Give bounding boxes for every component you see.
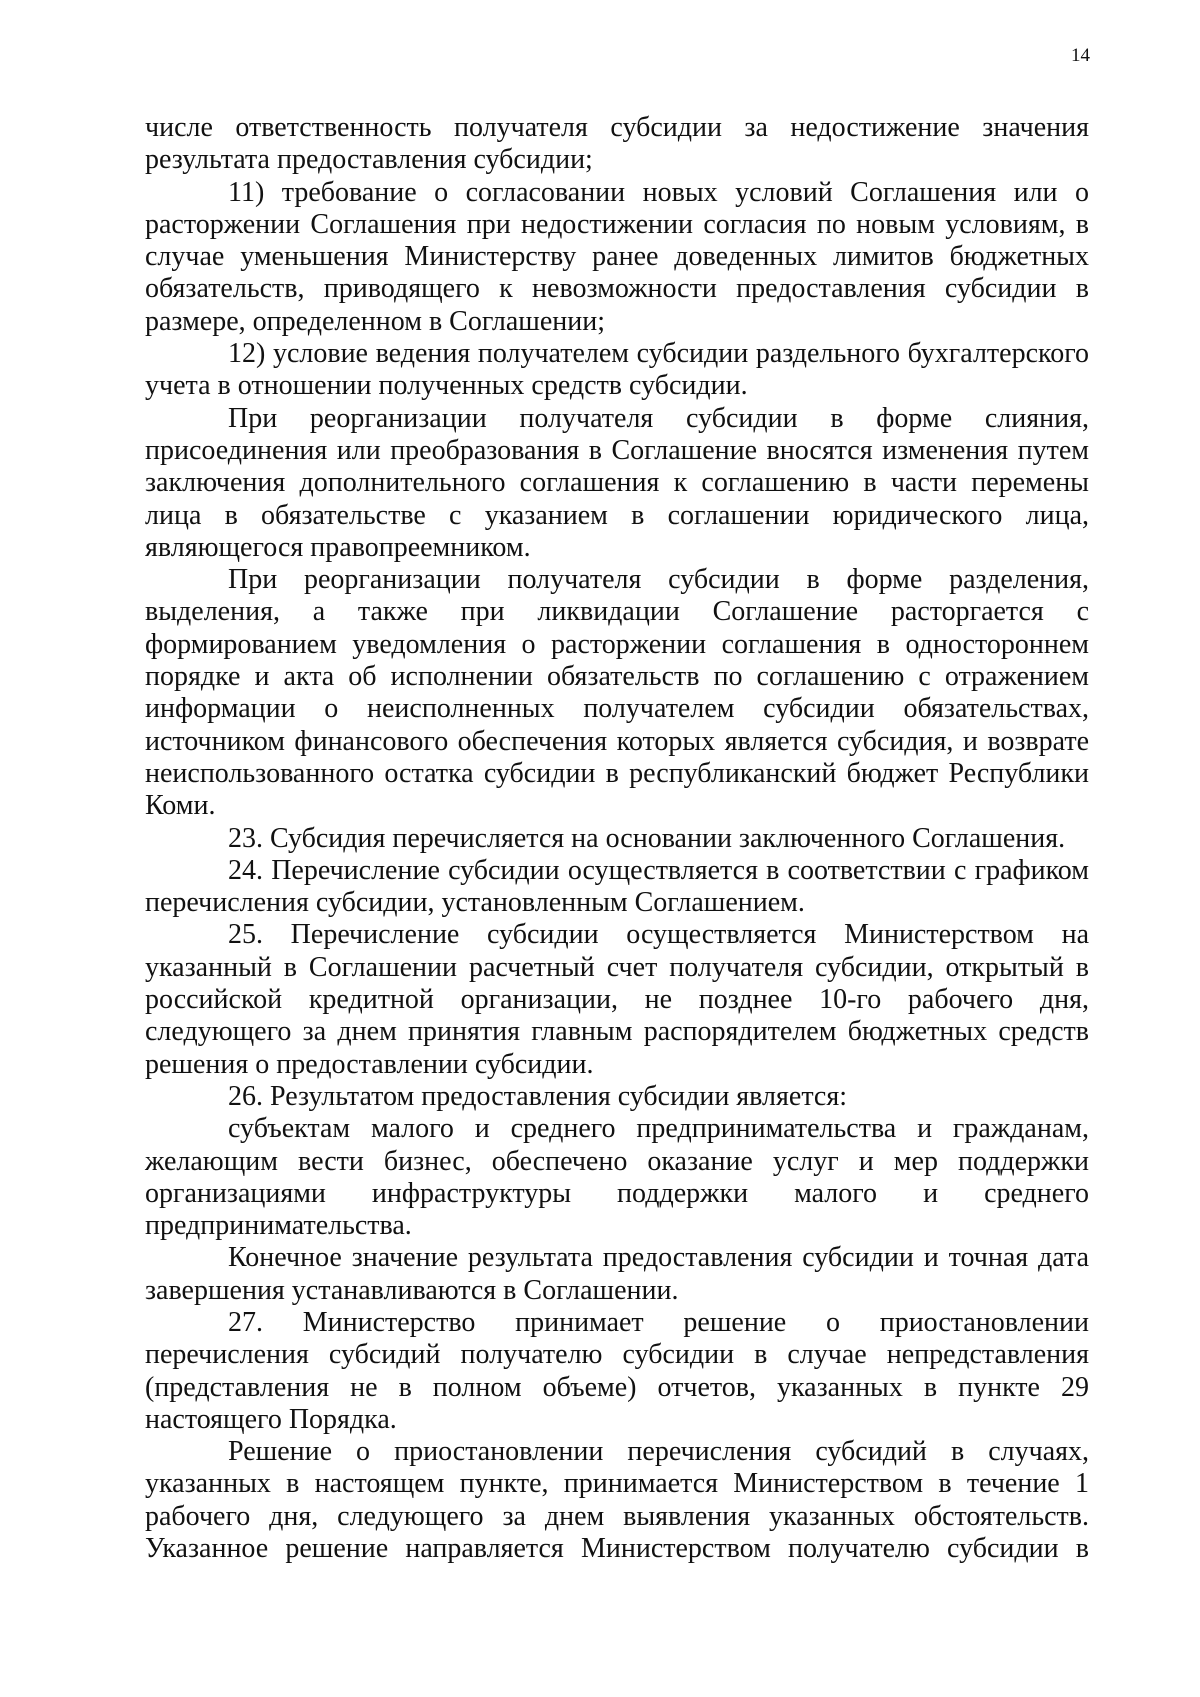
document-body xyxy=(145,112,1089,1565)
paragraph-item-27: 27. Министерство принимает решение о приостановлении перечисления субсидий получателю субсидии в случае непредставления (представления не в полном объеме) отчетов, указанных в пункте 29 настоящего Порядка. xyxy=(145,1306,1089,1435)
paragraph-result-description: субъектам малого и среднего предпринимательства и гражданам, желающим вести бизнес, обеспечено оказание услуг и мер поддержки организациями инфраструктуры поддержки малого и среднего предпринимательства. xyxy=(145,1113,1089,1242)
page-number: 14 xyxy=(1071,45,1090,66)
paragraph-final-value: Конечное значение результата предоставления субсидии и точная дата завершения устанавливаются в Соглашении. xyxy=(145,1242,1089,1306)
paragraph-reorganization-division: При реорганизации получателя субсидии в форме разделения, выделения, а также при ликвидации Соглашение расторгается с формированием уведомления о расторжении соглашения в одностороннем порядке и акта об исполнении обязательств по соглашению с отражением информации о неисполненных получателем субсидии обязательствах, источником финансового обеспечения которых является субсидия, и возврате неиспользованного остатка субсидии в республиканский бюджет Республики Коми. xyxy=(145,564,1089,822)
paragraph-item-26: 26. Результатом предоставления субсидии является: xyxy=(228,1080,847,1112)
paragraph-item-23: 23. Субсидия перечисляется на основании заключенного Соглашения. xyxy=(228,822,1066,854)
paragraph-item-25: 25. Перечисление субсидии осуществляется Министерством на указанный в Соглашении расчетный счет получателя субсидии, открытый в российской кредитной организации, не позднее 10-го рабочего дня, следующего за днем принятия главным распорядителем бюджетных средств решения о предоставлении субсидии. xyxy=(145,919,1089,1080)
paragraph-item-11: 11) требование о согласовании новых условий Соглашения или о расторжении Соглашения при недостижении согласия по новым условиям, в случае уменьшения Министерству ранее доведенных лимитов бюджетных обязательств, приводящего к невозможности предоставления субсидии в размере, определенном в Соглашении; xyxy=(145,176,1089,337)
paragraph-suspension-decision: Решение о приостановлении перечисления субсидий в случаях, указанных в настоящем пункте, принимается Министерством в течение 1 рабочего дня, следующего за днем выявления указанных обстоятельств. Указанное решение направляется Министерством получателю субсидии в xyxy=(145,1436,1089,1565)
paragraph-reorganization-merger: При реорганизации получателя субсидии в форме слияния, присоединения или преобразования в Соглашение вносятся изменения путем заключения дополнительного соглашения к соглашению в части перемены лица в обязательстве с указанием в соглашении юридического лица, являющегося правопреемником. xyxy=(145,402,1089,563)
paragraph-item-24: 24. Перечисление субсидии осуществляется в соответствии с графиком перечисления субсидии, установленным Соглашением. xyxy=(145,854,1089,919)
paragraph-item-12: 12) условие ведения получателем субсидии раздельного бухгалтерского учета в отношении полученных средств субсидии. xyxy=(145,338,1089,402)
paragraph-continuation: числе ответственность получателя субсидии за недостижение значения результата предоставления субсидии; xyxy=(145,112,1089,176)
